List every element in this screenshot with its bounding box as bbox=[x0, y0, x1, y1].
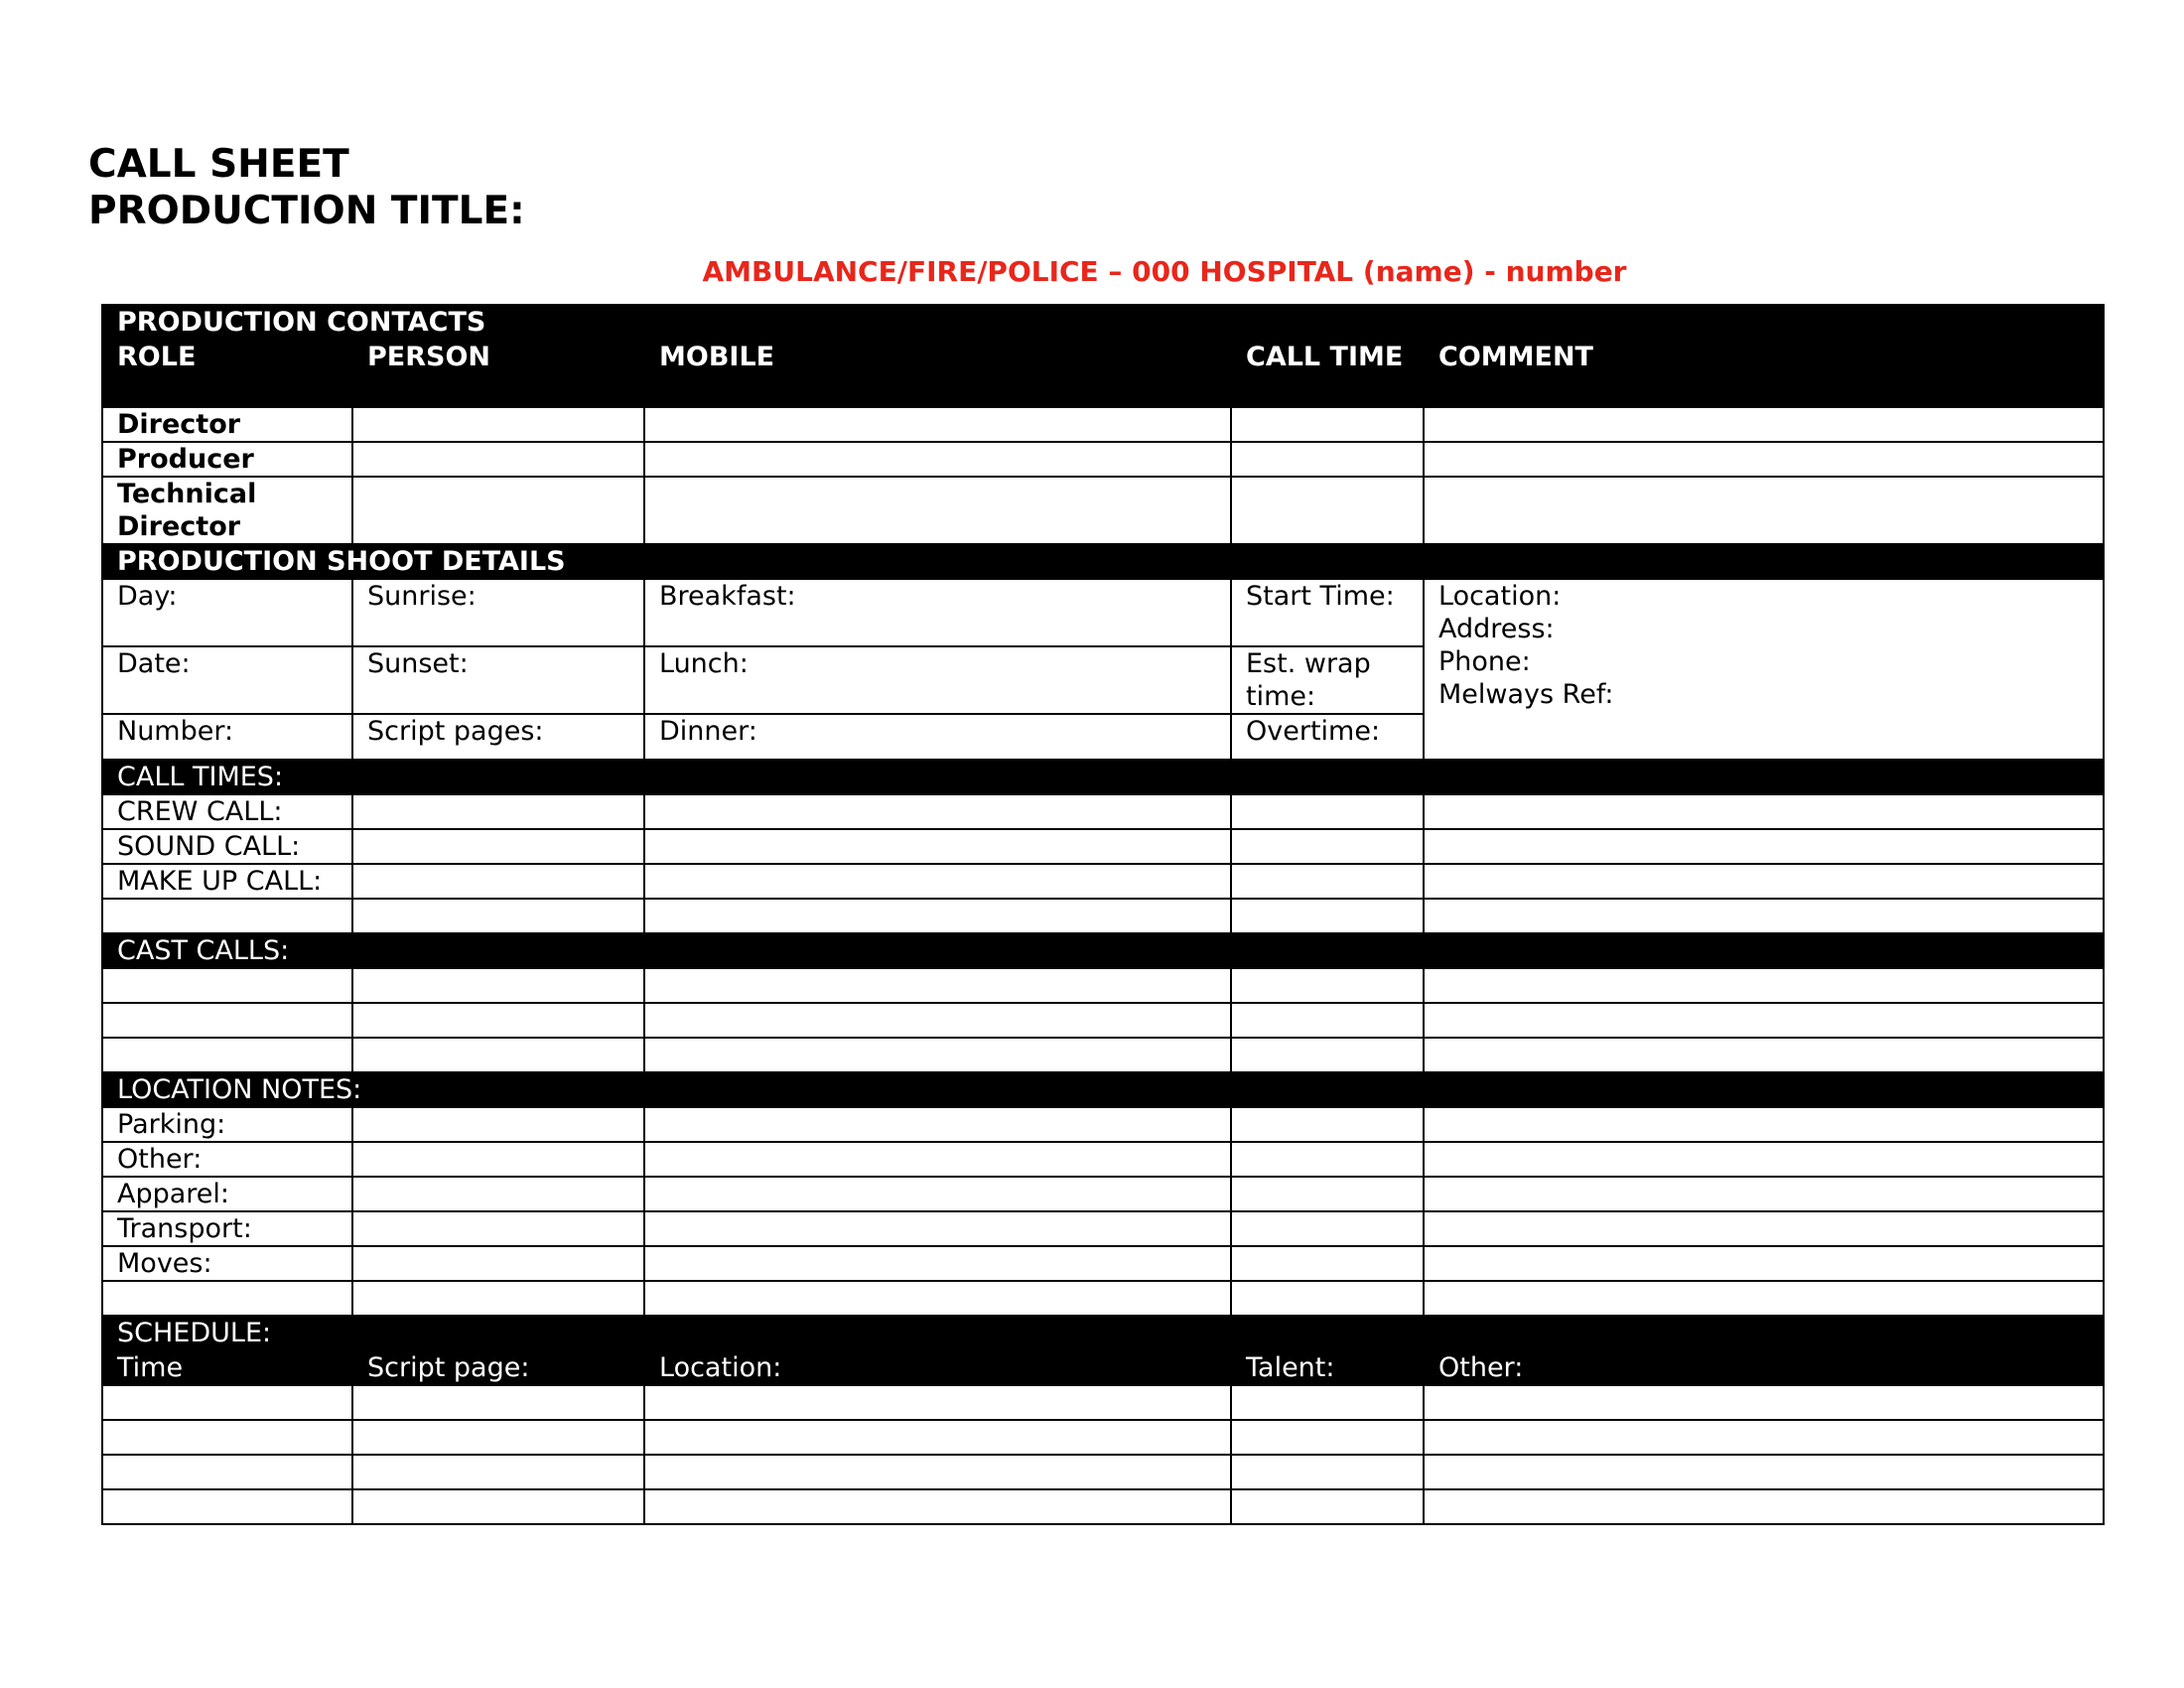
section-call-times bbox=[102, 760, 2104, 794]
contact-row bbox=[102, 477, 2104, 544]
call-time-cell[interactable] bbox=[1231, 442, 1424, 477]
cast-call-row bbox=[102, 968, 2104, 1003]
section-title: PRODUCTION CONTACTS bbox=[102, 305, 2104, 340]
mobile-cell[interactable] bbox=[644, 477, 1231, 544]
schedule-column-header bbox=[102, 1350, 2104, 1385]
shoot-field-date[interactable]: Date: bbox=[102, 646, 352, 714]
call-time-row bbox=[102, 899, 2104, 933]
note-label: Transport: bbox=[102, 1211, 352, 1246]
section-title: SCHEDULE: bbox=[102, 1316, 2104, 1350]
note-label: Parking: bbox=[102, 1107, 352, 1142]
role-label: Director bbox=[102, 407, 352, 442]
section-production-shoot-details bbox=[102, 544, 2104, 579]
call-sheet-table bbox=[101, 304, 2105, 1525]
section-schedule bbox=[102, 1316, 2104, 1350]
section-title: LOCATION NOTES: bbox=[102, 1072, 2104, 1107]
section-title: CAST CALLS: bbox=[102, 933, 2104, 968]
shoot-field-lunch[interactable]: Lunch: bbox=[644, 646, 1231, 714]
person-cell[interactable] bbox=[352, 442, 644, 477]
mobile-cell[interactable] bbox=[644, 407, 1231, 442]
phone-label: Phone: bbox=[1438, 646, 1531, 677]
call-time-row bbox=[102, 829, 2104, 864]
address-label: Address: bbox=[1438, 614, 1555, 644]
person-cell[interactable] bbox=[352, 407, 644, 442]
column-header-mobile: MOBILE bbox=[644, 340, 1231, 407]
column-header-talent: Talent: bbox=[1231, 1350, 1424, 1385]
shoot-field-sunset[interactable]: Sunset: bbox=[352, 646, 644, 714]
role-label: Producer bbox=[102, 442, 352, 477]
comment-cell[interactable] bbox=[1424, 477, 2104, 544]
location-note-row bbox=[102, 1246, 2104, 1281]
person-cell[interactable] bbox=[352, 477, 644, 544]
comment-cell[interactable] bbox=[1424, 407, 2104, 442]
location-details-block[interactable] bbox=[1424, 579, 2104, 760]
note-label[interactable] bbox=[102, 1281, 352, 1316]
mobile-cell[interactable] bbox=[644, 442, 1231, 477]
shoot-field-dinner[interactable]: Dinner: bbox=[644, 714, 1231, 760]
call-sheet-heading: CALL SHEET bbox=[88, 142, 349, 187]
cast-call-row bbox=[102, 1003, 2104, 1038]
column-header-person: PERSON bbox=[352, 340, 644, 407]
column-header-call-time: CALL TIME bbox=[1231, 340, 1424, 407]
section-title: PRODUCTION SHOOT DETAILS bbox=[102, 544, 2104, 579]
production-title-heading: PRODUCTION TITLE: bbox=[88, 189, 525, 233]
shoot-field-day[interactable]: Day: bbox=[102, 579, 352, 646]
note-label: Other: bbox=[102, 1142, 352, 1177]
shoot-detail-row bbox=[102, 579, 2104, 646]
note-label: Moves: bbox=[102, 1246, 352, 1281]
shoot-field-start-time[interactable]: Start Time: bbox=[1231, 579, 1424, 646]
section-location-notes bbox=[102, 1072, 2104, 1107]
column-header-comment: COMMENT bbox=[1424, 340, 2104, 407]
cast-call-row bbox=[102, 1038, 2104, 1072]
shoot-field-script-pages[interactable]: Script pages: bbox=[352, 714, 644, 760]
shoot-field-number[interactable]: Number: bbox=[102, 714, 352, 760]
shoot-field-est-wrap-time[interactable]: Est. wrap time: bbox=[1231, 646, 1424, 714]
call-label: MAKE UP CALL: bbox=[102, 864, 352, 899]
section-production-contacts bbox=[102, 305, 2104, 340]
section-cast-calls bbox=[102, 933, 2104, 968]
contacts-column-header bbox=[102, 340, 2104, 407]
column-header-role: ROLE bbox=[102, 340, 352, 407]
call-time-row bbox=[102, 794, 2104, 829]
melways-ref-label: Melways Ref: bbox=[1438, 679, 1614, 710]
contact-row bbox=[102, 407, 2104, 442]
role-label: Technical Director bbox=[102, 477, 352, 544]
emergency-contacts-line: AMBULANCE/FIRE/POLICE – 000 HOSPITAL (name) - number bbox=[702, 255, 1627, 288]
shoot-field-overtime[interactable]: Overtime: bbox=[1231, 714, 1424, 760]
comment-cell[interactable] bbox=[1424, 442, 2104, 477]
call-time-cell[interactable] bbox=[1231, 477, 1424, 544]
schedule-row bbox=[102, 1455, 2104, 1489]
schedule-row bbox=[102, 1489, 2104, 1524]
schedule-row bbox=[102, 1385, 2104, 1420]
shoot-field-breakfast[interactable]: Breakfast: bbox=[644, 579, 1231, 646]
call-label: CREW CALL: bbox=[102, 794, 352, 829]
shoot-field-sunrise[interactable]: Sunrise: bbox=[352, 579, 644, 646]
section-title: CALL TIMES: bbox=[102, 760, 2104, 794]
column-header-script-page: Script page: bbox=[352, 1350, 644, 1385]
location-note-row bbox=[102, 1281, 2104, 1316]
contact-row bbox=[102, 442, 2104, 477]
location-label: Location: bbox=[1438, 581, 1562, 612]
location-note-row bbox=[102, 1107, 2104, 1142]
call-label: SOUND CALL: bbox=[102, 829, 352, 864]
call-time-row bbox=[102, 864, 2104, 899]
column-header-location: Location: bbox=[644, 1350, 1231, 1385]
column-header-time: Time bbox=[102, 1350, 352, 1385]
call-time-cell[interactable] bbox=[1231, 407, 1424, 442]
note-label: Apparel: bbox=[102, 1177, 352, 1211]
call-label[interactable] bbox=[102, 899, 352, 933]
location-note-row bbox=[102, 1211, 2104, 1246]
schedule-row bbox=[102, 1420, 2104, 1455]
column-header-other: Other: bbox=[1424, 1350, 2104, 1385]
document-title bbox=[88, 141, 525, 234]
location-note-row bbox=[102, 1177, 2104, 1211]
location-note-row bbox=[102, 1142, 2104, 1177]
